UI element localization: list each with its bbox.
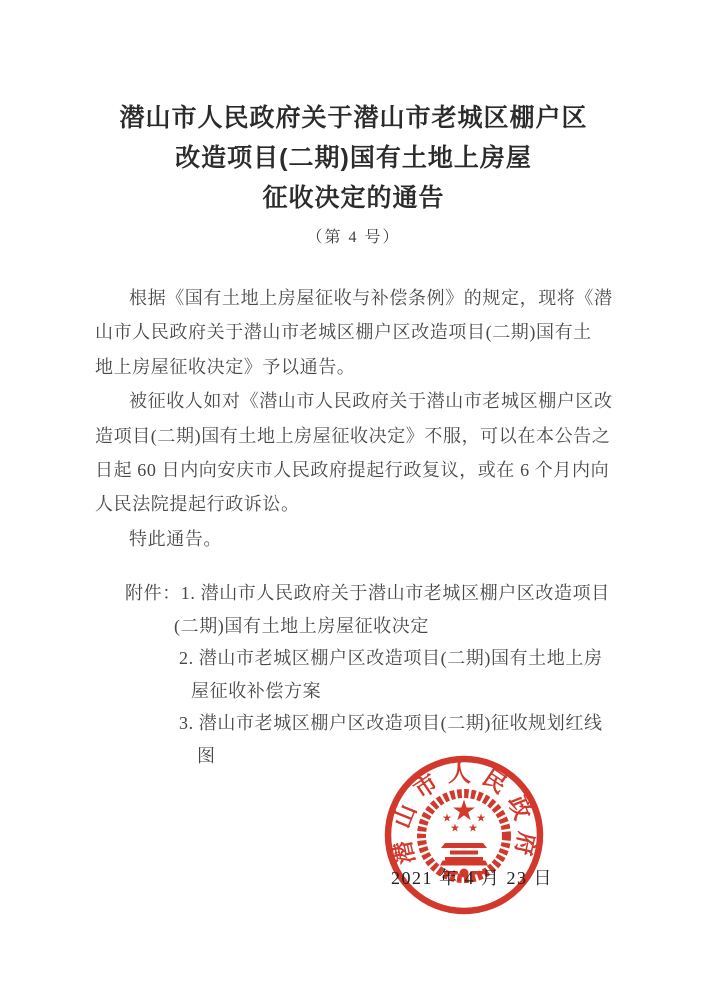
title-line-2: 改造项目(二期)国有土地上房屋 (175, 144, 532, 172)
emblem-small-star-icon (443, 814, 452, 822)
emblem-big-star-icon (453, 800, 475, 821)
closing-line: 特此通告。 (129, 528, 222, 549)
attachment-line: 2. 潜山市老城区棚户区改造项目(二期)国有土地上房 (179, 648, 603, 669)
emblem-small-star-icon (477, 814, 486, 822)
attachment-line: 附件：1. 潜山市人民政府关于潜山市老城区棚户区改造项目 (125, 583, 610, 603)
page-title (0, 98, 707, 218)
title-line-1: 潜山市人民政府关于潜山市老城区棚户区 (119, 104, 588, 132)
paragraph-2-line: 造项目(二期)国有土地上房屋征收决定》不服，可以在本公告之 (95, 425, 611, 446)
paragraph-2-line: 日起 60 日内向安庆市人民政府提起行政复议，或在 6 个月内向 (95, 459, 610, 480)
attachment-line: 屋征收补偿方案 (191, 680, 322, 701)
emblem-gate-icon (440, 843, 488, 866)
attachments-list (95, 577, 640, 773)
document-number: （第 4 号） (306, 229, 401, 246)
paragraph-1-line: 地上房屋征收决定》予以通告。 (95, 356, 356, 377)
title-line-3: 征收决定的通告 (262, 184, 445, 212)
attachment-line: (二期)国有土地上房屋征收决定 (174, 615, 429, 636)
government-seal-icon (384, 753, 546, 915)
paragraph-2-line: 人民法院提起行政诉讼。 (95, 494, 300, 515)
attachment-line: 图 (197, 745, 216, 766)
emblem-small-star-icon (469, 824, 478, 832)
emblem-small-star-icon (451, 824, 460, 832)
paragraph-1-line: 根据《国有土地上房屋征收与补偿条例》的规定，现将《潜 (129, 288, 613, 308)
paragraph-2-line: 被征收人如对《潜山市人民政府关于潜山市老城区棚户区改 (129, 391, 613, 412)
official-seal (384, 753, 546, 915)
issue-date: 2021 年 4 月 23 日 (391, 868, 553, 888)
body-text (95, 281, 620, 556)
paragraph-1-line: 山市人民政府关于潜山市老城区棚户区改造项目(二期)国有土 (95, 322, 592, 343)
attachment-line: 3. 潜山市老城区棚户区改造项目(二期)征收规划红线 (179, 713, 603, 734)
seal-text-path: 潜山市人民政府 (387, 760, 541, 867)
